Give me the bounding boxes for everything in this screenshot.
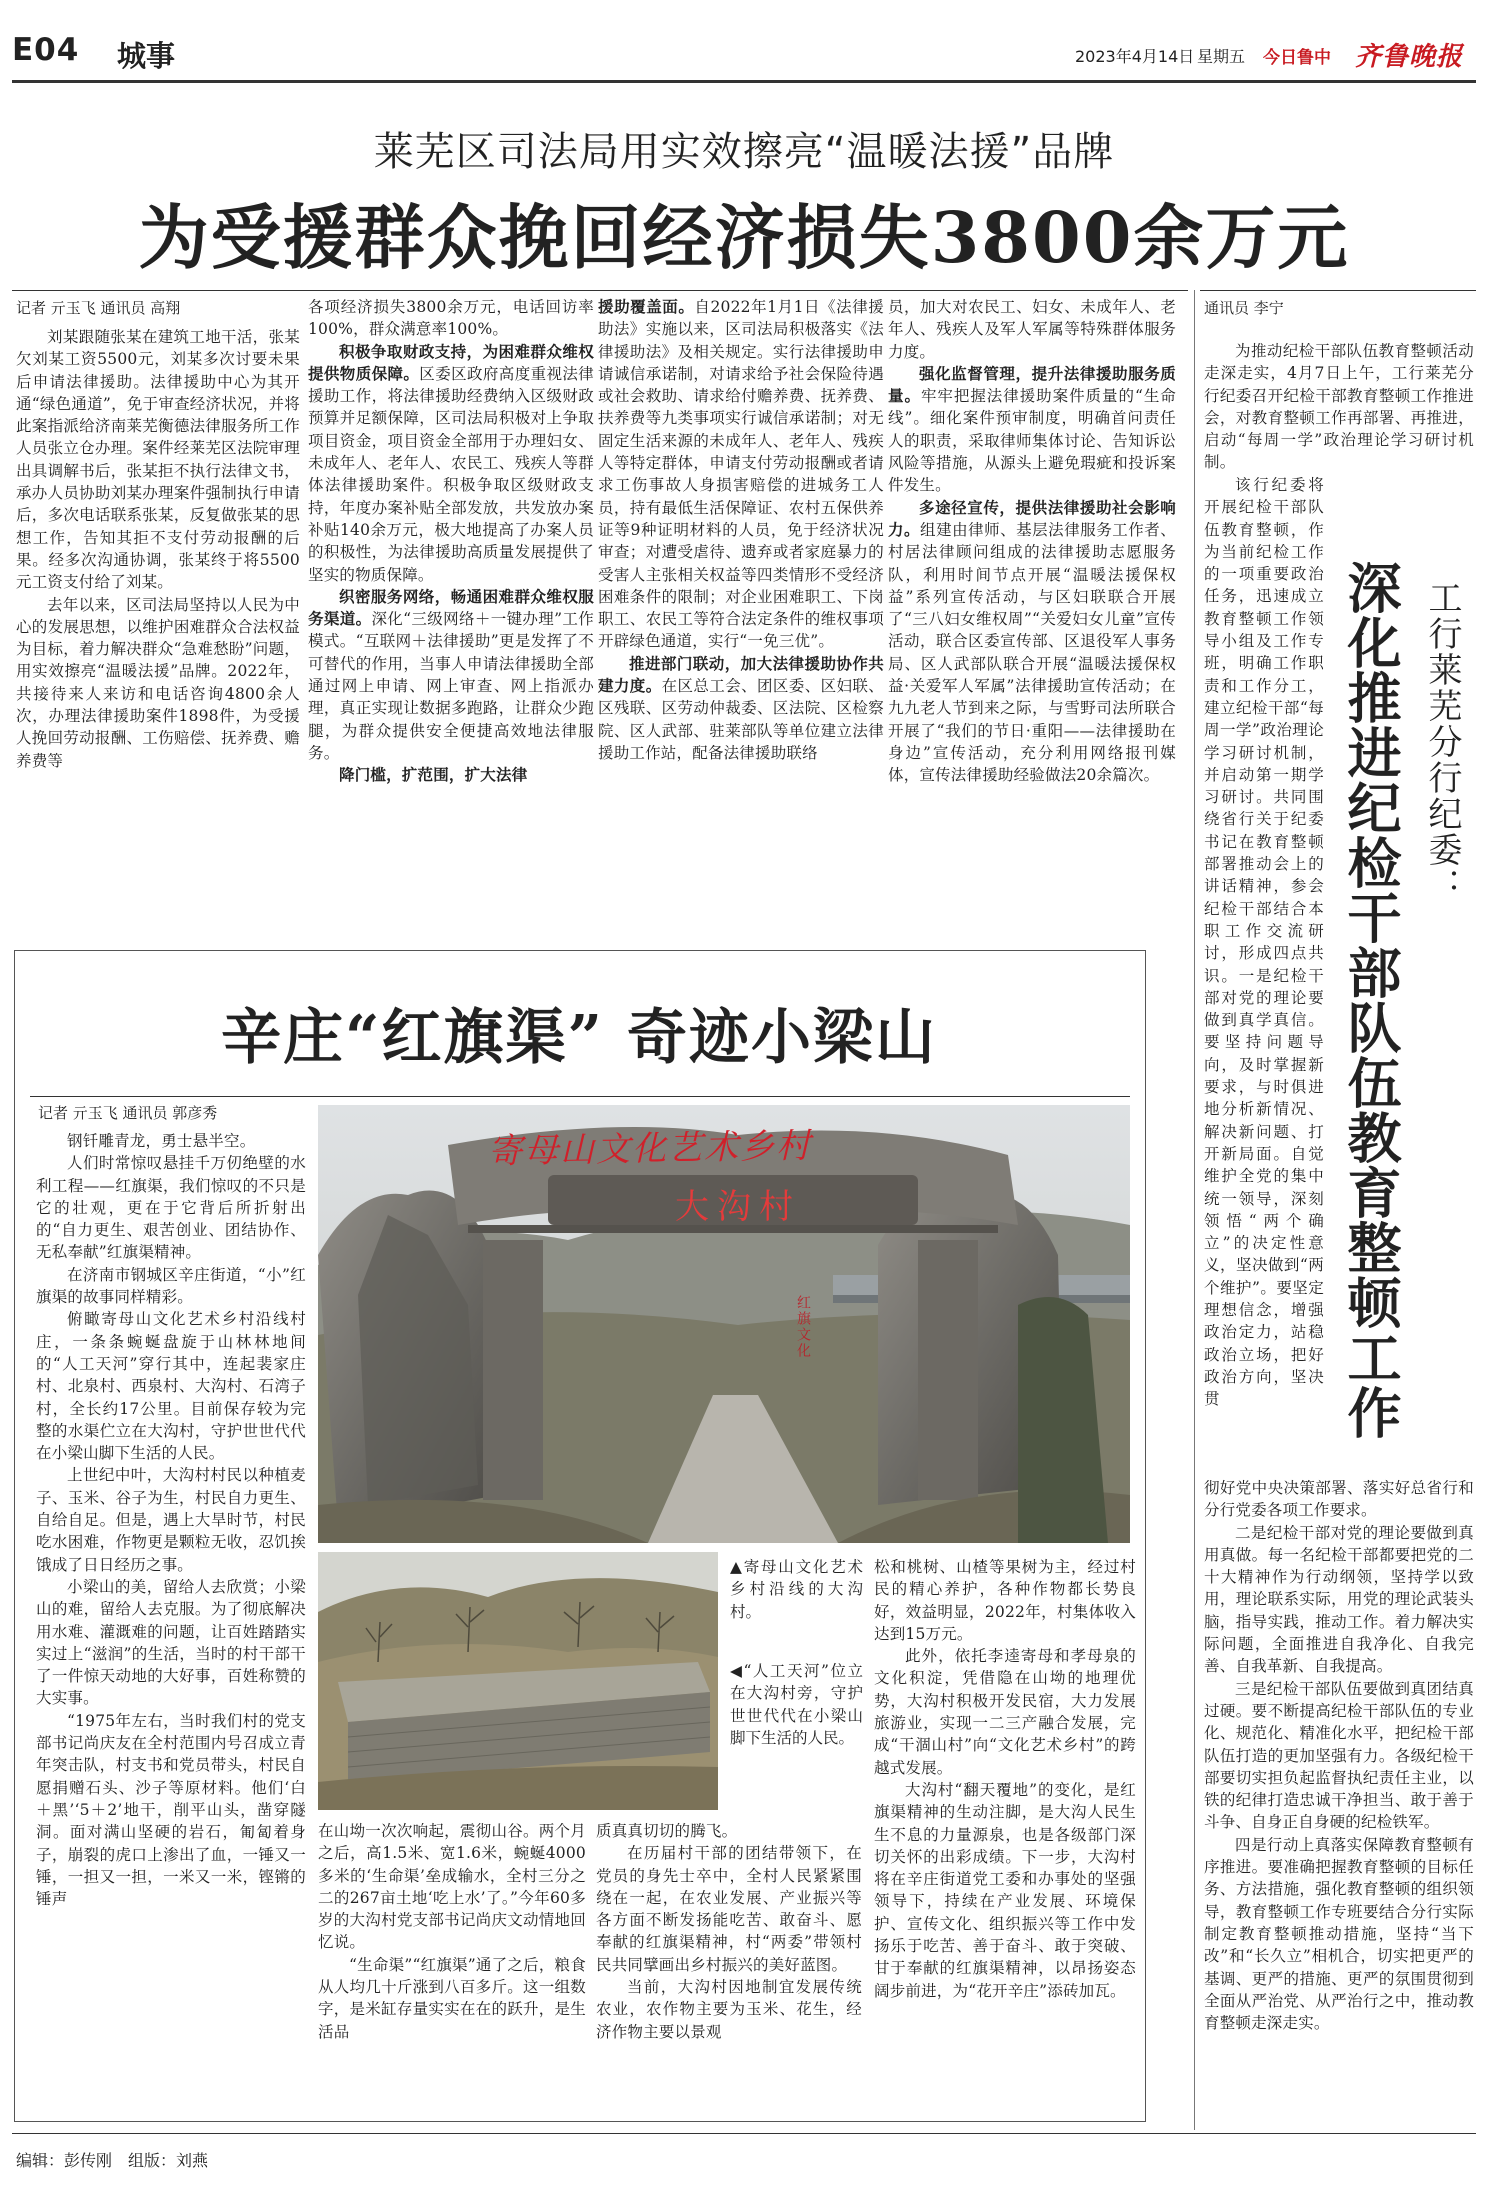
article1-column-3	[598, 296, 884, 938]
newspaper-logo: 齐鲁晚报	[1355, 42, 1464, 72]
article1-headline: 为受援群众挽回经济损失3800余万元	[138, 196, 1350, 279]
paragraph: 三是纪检干部队伍要做到真团结真过硬。要不断提高纪检干部队伍的专业化、规范化、精准化水平，把纪检干部队伍打造的更加坚强有力。各级纪检干部要切实担负起监督执纪责任主业，以铁的纪律打造忠诚干净担当、敢于善于斗争、自身正自身硬的纪检铁军。	[1204, 1679, 1474, 1832]
article2-byline: 记者 亓玉飞 通讯员 郭彦秀	[38, 1104, 218, 1122]
photo-caption-gate: ▲寄母山文化艺术乡村沿线的大沟村。	[730, 1558, 863, 1621]
paragraph: 强化监督管理，提升法律援助服务质量。牢牢把握法律援助案件质量的“生命线”。细化案件预审制度，明确首问责任人的职责，采取律师集体讨论、告知诉讼风险等措施，从源头上避免瑕疵和投诉案件发生。	[888, 364, 1176, 495]
article3-wide-column	[1204, 1477, 1474, 2117]
article2-column-1	[36, 1130, 306, 2110]
footer-rule	[12, 2133, 1476, 2134]
issue-date: 2023年4月14日	[1075, 47, 1195, 66]
paragraph: 钢钎雕青龙，勇士悬半空。	[67, 1132, 256, 1150]
paragraph: 俯瞰寄母山文化艺术乡村沿线村庄，一条条蜿蜒盘旋于山林林地间的“人工天河”穿行其中，连起裴家庄村、北泉村、西泉村、大沟村、石湾子村，全长约17公里。目前保存较为完整的水渠伫立在大沟村，守护世世代代在小梁山脚下生活的人民。	[36, 1310, 306, 1463]
article2-top-rule	[30, 1096, 1130, 1097]
article2-column-2	[318, 1820, 586, 2110]
village-gate-illustration	[318, 1105, 1130, 1543]
paragraph: 上世纪中叶，大沟村村民以种植麦子、玉米、谷子为生，村民自力更生、自给自足。但是，遇上大旱时节，村民吃水困难，作物更是颗粒无收，忍饥挨饿成了日日经历之事。	[36, 1466, 306, 1574]
footer-credits: 编辑：彭传刚 组版：刘燕	[16, 2151, 209, 2170]
paragraph: 当前，大沟村因地制宜发展传统农业，农作物主要为玉米、花生，经济作物主要以景观	[596, 1978, 862, 2041]
article3-intro	[1204, 340, 1474, 474]
edition-name: 今日鲁中	[1263, 48, 1331, 68]
paragraph: 二是纪检干部对党的理论要做到真用真做。每一名纪检干部都要把党的二十大精神作为行动纲领，坚持学以致用，理论联系实际，用党的理论武装头脑，指导实践，推动工作。着力解决实际问题，全面推进自我净化、自我完善、自我革新、自我提高。	[1204, 1523, 1474, 1676]
article1-column-2	[308, 296, 594, 938]
paragraph: 积极争取财政支持，为困难群众维权提供物质保障。区委区政府高度重视法律援助工作，将法律援助经费纳入区级财政预算并足额保障，区司法局积极对上争取项目资金，项目资金全部用于办理妇女、未成年人、老年人、农民工、残疾人等群体法律援助案件。积极争取区级财政支持，年度办案补贴全部发放，共发放办案补贴140余万元，极大地提高了办案人员的积极性，为法律援助高质量发展提供了坚实的物质保障。	[308, 342, 594, 584]
paragraph: 彻好党中央决策部署、落实好总省行和分行党委各项工作要求。	[1204, 1479, 1474, 1520]
article1-kicker: 莱芜区司法局用实效擦亮“温暖法援”品牌	[373, 129, 1115, 175]
article3-byline: 通讯员 李宁	[1204, 299, 1284, 317]
paragraph: 小梁山的美，留给人去欣赏；小梁山的难，留给人去克服。为了彻底解决用水难、灌溉难的问题，让百姓踏踏实实过上“滋润”的生活，当时的村干部干了一件惊天动地的大好事，百姓称赞的大实事。	[36, 1577, 306, 1708]
article3-narrow-column	[1204, 474, 1324, 1476]
paragraph: 在历届村干部的团结带领下，在党员的身先士卒中，全村人民紧紧围绕在一起，在农业发展、产业振兴等各方面不断发扬能吃苦、敢奋斗、愿奉献的红旗渠精神，村“两委”带领村民共同擘画出乡村振兴的美好蓝图。	[596, 1844, 862, 1974]
article2-column-4	[874, 1556, 1136, 2110]
article3-kicker: 工行莱芜分行纪委：	[1422, 580, 1462, 904]
article2-headline: 辛庄“红旗渠” 奇迹小梁山	[221, 1003, 937, 1073]
paragraph: 织密服务网络，畅通困难群众维权服务渠道。深化“三级网络＋一键办理”工作模式。“互联网＋法律援助”更是发挥了不可替代的作用，当事人申请法律援助全部通过网上申请、网上审查、网上指派办理，真正实现让数据多跑路，让群众少跑腿，为群众提供安全便捷高效地法律服务。	[308, 587, 594, 762]
aqueduct-photo	[318, 1552, 718, 1810]
paragraph: “生命渠”“红旗渠”通了之后，粮食从人均几十斤涨到八百多斤。这一组数字，是米缸存量实实在在的跃升，是生活品	[318, 1955, 586, 2041]
paragraph: 降门槛，扩范围，扩大法律	[339, 766, 528, 785]
paragraph: 援助覆盖面。自2022年1月1日《法律援助法》实施以来，区司法局积极落实《法律援助法》及相关规定。实行法律援助申请诚信承诺制，对请求给予社会保险待遇或社会救助、请求给付赡养费、抚养费、扶养费等九类事项实行诚信承诺制；对无固定生活来源的未成年人、老年人、残疾人等特定群体，申请支付劳动报酬或者请求工伤事故人身损害赔偿的进城务工人员，持有最低生活保障证、农村五保供养证等9种证明材料的人员，免于经济状况审查；对遭受虐待、遗弃或者家庭暴力的受害人主张相关权益等四类情形不受经济困难条件的限制；对企业困难职工、下岗职工、农民工等符合法定条件的维权事项开辟绿色通道，实行“一免三优”。	[598, 298, 884, 651]
paragraph: 为推动纪检干部队伍教育整顿活动走深走实，4月7日上午，工行莱芜分行纪委召开纪检干部教育整顿工作推进会，对教育整顿工作再部署、再推进，启动“每周一学”政治理论学习研讨机制。	[1204, 342, 1474, 472]
aqueduct-illustration	[318, 1552, 718, 1810]
gate-sign-side: 红旗文化	[795, 1295, 811, 1359]
paragraph: 四是行动上真落实保障教育整顿有序推进。要准确把握教育整顿的目标任务、方法措施，强化教育整顿的组织领导，教育整顿工作专班要结合分行实际制定教育整顿推动措施，坚持“当下改”和“长久立”相机合，切实把更严的基调、更严的措施、更严的氛围贯彻到全面从严治党、从严治行之中，推动教育整顿走深走实。	[1204, 1835, 1474, 2033]
article1-column-1	[16, 326, 300, 938]
issue-weekday: 星期五	[1197, 47, 1246, 66]
paragraph: 刘某跟随张某在建筑工地干活，张某欠刘某工资5500元，刘某多次讨要未果后申请法律援助。法律援助中心为其开通“绿色通道”，免于审查经济状况，并将此案指派给济南莱芜衡德法律服务所工作人员张立仓办理。案件经莱芜区法院审理出具调解书后，张某拒不执行法律文书，承办人员协助刘某办理案件强制执行申请后，多次电话联系张某，反复做张某的思想工作，告知其拒不支付劳动报酬的后果。经多次沟通协调，张某终于将5500元工资支付给了刘某。	[16, 328, 300, 592]
article3-top-rule	[1200, 290, 1476, 291]
paragraph: 在济南市钢城区辛庄街道，“小”红旗渠的故事同样精彩。	[36, 1265, 306, 1307]
paragraph: 多途径宣传，提供法律援助社会影响力。组建由律师、基层法律服务工作者、村居法律顾问组成的法律援助志愿服务队，利用时间节点开展“温暖法援保权益”系列宣传活动，与区妇联联合开展了“三八妇女维权周”“关爱妇女儿童”宣传活动，联合区委宣传部、区退役军人事务局、区人武部队联合开展“温暖法援保权益·关爱军人军属”法律援助宣传活动；在九九老人节到来之际，与雪野司法所联合开展了“我们的节日·重阳——法律援助在身边”宣传活动，充分利用网络报刊媒体，宣传法律援助经验做法20余篇次。	[888, 498, 1176, 785]
article1-byline: 记者 亓玉飞 通讯员 高翔	[16, 299, 181, 317]
article2-column-3	[596, 1820, 862, 2110]
paragraph: 员，加大对农民工、妇女、未成年人、老年人、残疾人及军人军属等特殊群体服务力度。	[888, 298, 1176, 361]
paragraph: 松和桃树、山楂等果树为主，经过村民的精心养护，各种作物都长势良好，效益明显，2022年，村集体收入达到15万元。	[874, 1558, 1136, 1643]
paragraph: 人们时常惊叹悬挂千万仞绝壁的水利工程——红旗渠，我们惊叹的不只是它的壮观，更在于它背后所折射出的“自力更生、艰苦创业、团结协作、无私奉献”红旗渠精神。	[36, 1154, 306, 1262]
paragraph: 大沟村“翻天覆地”的变化，是红旗渠精神的生动注脚，是大沟人民生生不息的力量源泉，也是各级部门深切关怀的出彩成绩。下一步，大沟村将在辛庄街道党工委和办事处的坚强领导下，持续在产业发展、环境保护、宣传文化、组织振兴等工作中发扬乐于吃苦、善于奋斗、敢于突破、甘于奉献的红旗渠精神，以昂扬姿态阔步前进，为“花开辛庄”添砖加瓦。	[874, 1780, 1136, 2000]
paragraph: 该行纪委将开展纪检干部队伍教育整顿，作为当前纪检工作的一项重要政治任务，迅速成立教育整顿工作领导小组及工作专班，明确工作职责和工作分工，建立纪检干部“每周一学”政治理论学习研讨机制，并启动第一期学习研讨。共同围绕省行关于纪委书记在教育整顿部署推动会上的讲话精神，参会纪检干部结合本职工作交流研讨，形成四点共识。一是纪检干部对党的理论要做到真学真信。要坚持问题导向，及时掌握新要求，与时俱进地分析新情况、解决新问题、打开新局面。自觉维护全党的集中统一领导，深刻领悟“两个确立”的决定性意义，坚决做到“两个维护”。要坚定理想信念，增强政治定力，站稳政治立场，把好政治方向，坚决贯	[1204, 476, 1324, 1409]
paragraph: 推进部门联动，加大法律援助协作共建力度。在区总工会、团区委、区妇联、区残联、区劳动仲裁委、区法院、区检察院、区人武部、驻莱部队等单位建立法律援助工作站，配备法律援助联络	[598, 654, 884, 762]
paragraph: 去年以来，区司法局坚持以人民为中心的发展思想，以维护困难群众合法权益为目标，着力解决群众“急难愁盼”问题，用实效擦亮“温暖法援”品牌。2022年，共接待来人来访和电话咨询4800余人次，办理法律援助案件1898件，为受援人挽回劳动报酬、工伤赔偿、抚养费、赡养费等	[16, 595, 300, 770]
section-name: 城事	[117, 39, 176, 73]
paragraph: 各项经济损失3800余万元，电话回访率100%，群众满意率100%。	[308, 298, 594, 339]
gate-sign-top: 寄母山文化艺术乡村	[487, 1126, 813, 1172]
paragraph: “1975年左右，当时我们村的党支部书记尚庆友在全村范围内号召成立青年突击队，村支书和党员带头，村民自愿捐赠石头、沙子等原材料。他们‘白＋黑’‘5＋2’地干，削平山头，凿穿隧洞。面对满山坚硬的岩石，匍匐着身子，崩裂的虎口上渗出了血，一锤又一锤，一担又一担，一米又一米，铿锵的锤声	[36, 1711, 306, 1909]
paragraph: 在山坳一次次响起，震彻山谷。两个月之后，高1.5米、宽1.6米，蜿蜒4000多米的‘生命渠’垒成输水，全村三分之二的267亩土地‘吃上水’了。”今年60多岁的大沟村党支部书记尚庆文动情地回忆说。	[318, 1822, 586, 1952]
article1-column-4	[888, 296, 1176, 938]
gate-sign-main: 大沟村	[675, 1187, 801, 1227]
photo-caption-aqueduct: ◀“人工天河”位立在大沟村旁，守护世世代代在小梁山脚下生活的人民。	[730, 1662, 863, 1747]
header-rule	[12, 80, 1476, 83]
paragraph: 质真真切切的腾飞。	[596, 1822, 738, 1840]
paragraph: 此外，依托李逵寄母和孝母泉的文化积淀，凭借隐在山坳的地理优势，大沟村积极开发民宿，大力发展旅游业，实现一二三产融合发展，完成“干涸山村”向“文化艺术乡村”的跨越式发展。	[874, 1647, 1136, 1777]
article1-top-rule	[12, 290, 1188, 291]
village-gate-photo	[318, 1105, 1130, 1543]
page-number: E04	[12, 32, 80, 68]
article3-divider	[1194, 290, 1195, 2130]
article3-headline: 深化推进纪检干部队伍教育整顿工作	[1339, 560, 1403, 1440]
